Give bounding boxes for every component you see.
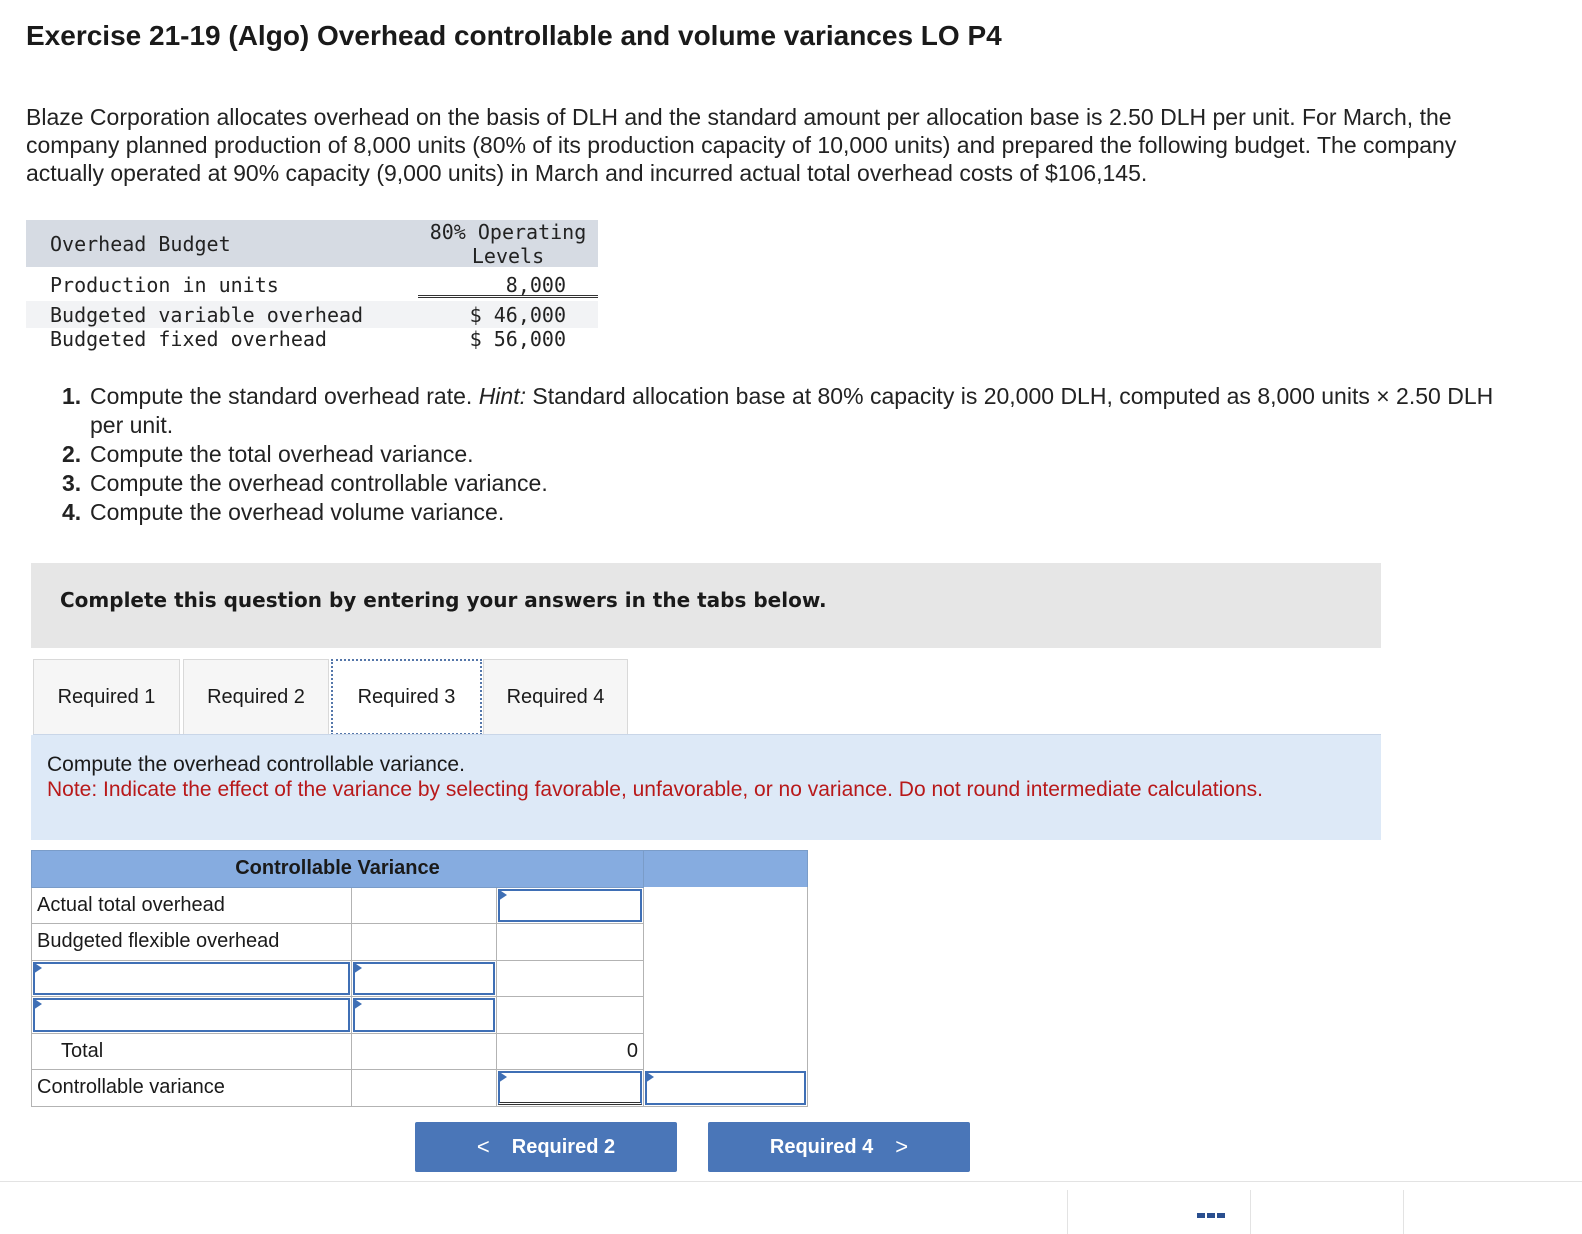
prev-button-label: Required 2 — [511, 1135, 616, 1158]
question-item: 4. Compute the overhead volume variance. — [62, 499, 505, 525]
table-row — [32, 1033, 808, 1070]
tab-required-1[interactable]: Required 1 — [33, 659, 180, 735]
instructions-panel — [31, 735, 1381, 840]
budget-row-label: Budgeted fixed overhead — [50, 327, 327, 351]
row-label-actual-total-overhead: Actual total overhead — [32, 887, 352, 924]
question-item: 2. Compute the total overhead variance. — [62, 441, 474, 467]
flexible-item-label-select-2[interactable] — [33, 998, 350, 1032]
question-number: 4. — [62, 499, 82, 525]
overhead-budget-table — [26, 220, 598, 352]
tab-required-3[interactable]: Required 3 — [331, 659, 482, 735]
instruction-text: Compute the overhead controllable variance. — [47, 753, 465, 776]
budget-row-value: $ 56,000 — [469, 327, 566, 351]
question-number: 1. — [62, 383, 82, 409]
question-list — [62, 382, 1510, 527]
row-label-total: Total — [32, 1033, 352, 1070]
exercise-title: Exercise 21-19 (Algo) Overhead controllable and volume variances LO P4 — [26, 20, 1002, 51]
question-number: 3. — [62, 470, 82, 496]
hint-label: Hint: — [478, 383, 526, 409]
budget-header-column — [418, 220, 598, 268]
table-row — [32, 997, 808, 1034]
table-row — [32, 960, 808, 997]
chevron-right-icon: > — [895, 1134, 909, 1159]
actual-overhead-input[interactable] — [498, 889, 642, 923]
budget-header — [26, 220, 598, 267]
question-item: 3. Compute the overhead controllable variance. — [62, 470, 548, 496]
chevron-left-icon: < — [476, 1134, 490, 1159]
next-button-label: Required 4 — [769, 1135, 874, 1158]
page-grid-icon[interactable] — [1197, 1213, 1227, 1225]
budget-row-value: 8,000 — [505, 273, 566, 297]
budget-row-label: Budgeted variable overhead — [50, 303, 364, 327]
table-row — [32, 924, 808, 961]
budget-row-value: $ 46,000 — [469, 303, 566, 327]
flexible-item-label-select-1[interactable] — [33, 962, 350, 996]
flexible-item-amount-input-2[interactable] — [353, 998, 495, 1032]
controllable-variance-table — [31, 850, 808, 1107]
problem-intro: Blaze Corporation allocates overhead on the basis of DLH and the standard amount per allocation base is 2.50 DLH per unit. For March, the company planned production of 8,000 units (80% of its production capacity of 10,000 units) and prepared the following budget. The company actually operated at 90% capacity (9,000 units) in March and incurred actual total overhead costs of $106,145. — [26, 104, 1457, 186]
controllable-variance-input[interactable] — [498, 1071, 642, 1105]
budget-row-production — [26, 271, 598, 298]
budget-header-label: Overhead Budget — [50, 232, 231, 256]
instruction-note: Note: Indicate the effect of the variance by selecting favorable, unfavorable, or no variance. Do not round intermediate calculations. — [47, 778, 1264, 801]
tab-required-2[interactable]: Required 2 — [183, 659, 329, 735]
question-number: 2. — [62, 441, 82, 467]
variance-effect-select[interactable] — [645, 1071, 806, 1105]
budget-header-line2: Levels — [471, 244, 545, 268]
budget-row-fixed — [26, 325, 598, 352]
total-value: 0 — [497, 1033, 644, 1070]
row-label-controllable-variance: Controllable variance — [32, 1070, 352, 1107]
next-required-button[interactable] — [708, 1122, 970, 1172]
table-row — [32, 887, 808, 924]
budget-row-variable — [26, 301, 598, 328]
budget-row-label: Production in units — [50, 273, 279, 297]
flexible-item-amount-input-1[interactable] — [353, 962, 495, 996]
prev-required-button[interactable] — [415, 1122, 677, 1172]
question-item: 1. Compute the standard overhead rate. Hint: Standard allocation base at 80% capacity is 20,000 DLH, computed as 8,000 units × 2.50 DLH per unit. — [62, 383, 1494, 438]
budget-header-line1: 80% Operating — [429, 220, 587, 244]
variance-table-title: Controllable Variance — [32, 851, 644, 888]
row-label-budgeted-flexible-overhead: Budgeted flexible overhead — [32, 924, 352, 961]
tab-required-4[interactable]: Required 4 — [483, 659, 628, 735]
complete-prompt-text: Complete this question by entering your answers in the tabs below. — [60, 588, 827, 612]
complete-prompt-banner — [31, 563, 1381, 648]
table-row — [32, 1070, 808, 1107]
